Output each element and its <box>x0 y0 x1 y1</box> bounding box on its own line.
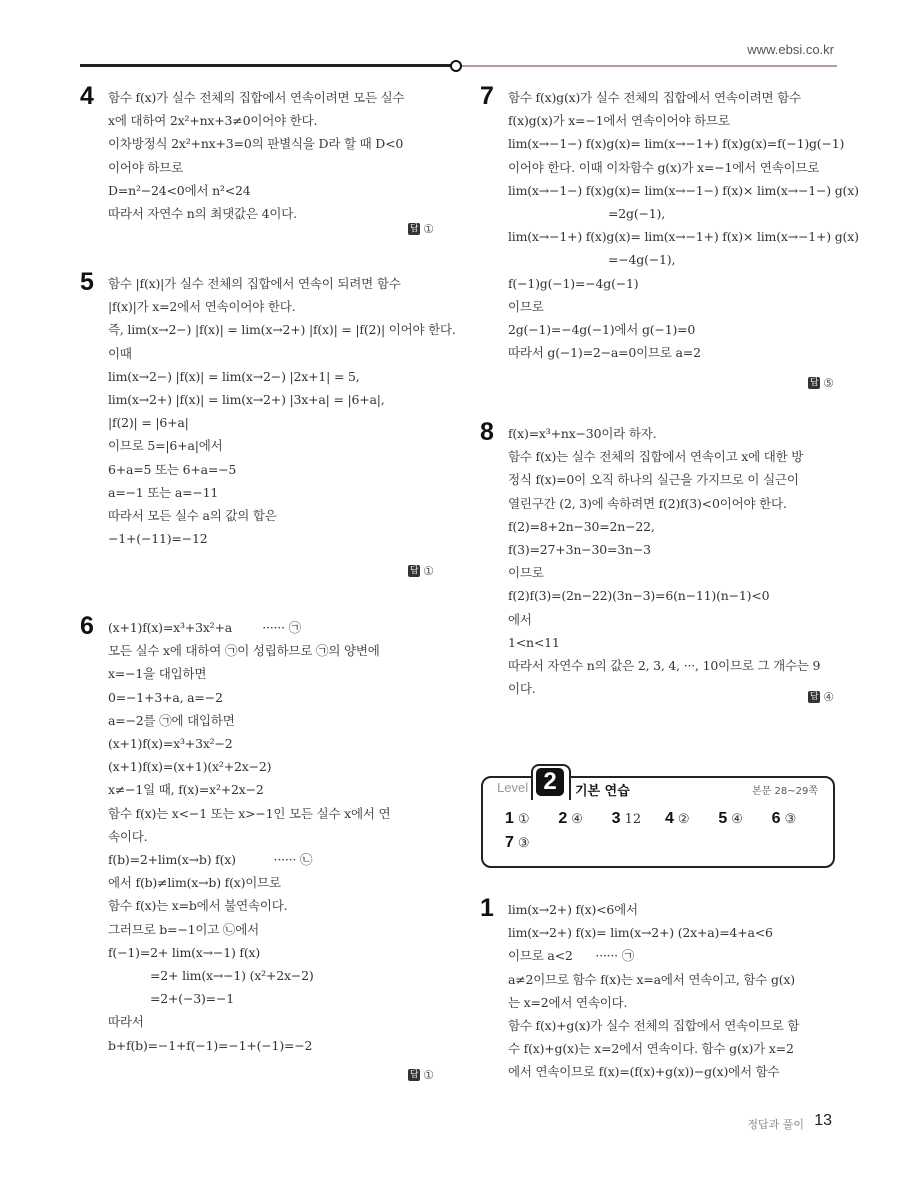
solution-line: 이차방정식 2x²+nx+3=0의 판별식을 D라 할 때 D<0 <box>108 136 404 152</box>
solution-line: f(−1)g(−1)=−4g(−1) <box>508 275 639 291</box>
answer-value: ④ <box>823 690 834 704</box>
problem-number: 1 <box>480 894 494 922</box>
solution-line: 함수 f(x)는 실수 전체의 집합에서 연속이고 x에 대한 방 <box>508 449 804 465</box>
solution-line: x=−1을 대입하면 <box>108 666 207 682</box>
solution-line: 함수 f(x)는 x=b에서 불연속이다. <box>108 898 288 914</box>
answer-badge <box>808 376 834 390</box>
quick-answer-value: ③ <box>784 812 797 827</box>
quick-answer-value: ① <box>517 812 530 827</box>
quick-answer-number: 5 <box>718 810 728 827</box>
header-rule-light <box>460 65 837 67</box>
page-number: 13 <box>814 1112 832 1129</box>
answer-badge <box>808 690 834 704</box>
quick-answer-item <box>665 810 718 828</box>
site-url[interactable]: www.ebsi.co.kr <box>747 42 834 57</box>
solution-line: 함수 f(x)g(x)가 실수 전체의 집합에서 연속이려면 함수 <box>508 90 801 105</box>
solution-line: 열린구간 (2, 3)에 속하려면 f(2)f(3)<0이어야 한다. <box>508 495 787 511</box>
solution-text <box>508 86 859 364</box>
solution-line: 에서 <box>508 611 532 627</box>
problem-4 <box>80 82 440 236</box>
answer-value: ① <box>423 222 434 236</box>
quick-answer-item <box>505 810 558 828</box>
answer-badge <box>408 564 434 578</box>
quick-answer-item <box>718 810 771 828</box>
quick-answer-value: ② <box>677 812 690 827</box>
header-rule-dark <box>80 64 455 67</box>
solution-line: (x+1)f(x)=(x+1)(x²+2x−2) <box>108 759 272 775</box>
footer-section-label: 정답과 풀이 <box>747 1118 804 1131</box>
solution-line: lim(x→−1−) f(x)g(x)= lim(x→−1−) f(x)× lim(x→−1−) g(x) <box>508 182 859 198</box>
solution-line: =2+ lim(x→−1) (x²+2x−2) <box>150 968 314 984</box>
quick-answer-number: 2 <box>558 810 568 827</box>
solution-line: 이어야 한다. 이때 이차함수 g(x)가 x=−1에서 연속이므로 <box>508 159 820 175</box>
quick-answer-item <box>505 834 558 852</box>
solution-line: 함수 f(x)+g(x)가 실수 전체의 집합에서 연속이므로 함 <box>508 1018 800 1034</box>
solution-line: lim(x→−1−) f(x)g(x)= lim(x→−1+) f(x)g(x)=f(−1)g(−1) <box>508 136 845 152</box>
problem-number: 5 <box>80 268 94 296</box>
solution-line: f(b)=2+lim(x→b) f(x) ······ ㉡ <box>108 852 313 868</box>
solution-line: 따라서 자연수 n의 값은 2, 3, 4, ···, 10이므로 그 개수는 9 <box>508 658 821 674</box>
quick-answer-value: ④ <box>731 812 743 827</box>
quick-answer-item <box>558 810 611 828</box>
answer-mark-icon: 답 <box>409 1070 419 1080</box>
answer-mark-icon: 답 <box>409 566 419 576</box>
solution-line: lim(x→2+) |f(x)| = lim(x→2+) |3x+a| = |6+a|, <box>108 392 385 408</box>
solution-line: 이어야 하므로 <box>108 159 184 175</box>
level-page-reference: 본문 28~29쪽 <box>752 786 818 797</box>
solution-text <box>108 272 456 550</box>
quick-answer-item <box>772 810 825 828</box>
solution-line: b+f(b)=−1+f(−1)=−1+(−1)=−2 <box>108 1037 313 1053</box>
solution-line: lim(x→2+) f(x)<6에서 <box>508 902 638 917</box>
solution-line: 2g(−1)=−4g(−1)에서 g(−1)=0 <box>508 322 696 338</box>
answer-value: ⑤ <box>823 376 834 390</box>
solution-text <box>508 422 840 700</box>
solution-line: 수 f(x)+g(x)는 x=2에서 연속이다. 함수 g(x)가 x=2 <box>508 1041 794 1057</box>
quick-answer-number: 1 <box>505 810 514 827</box>
solution-line: 이다. <box>508 681 536 697</box>
solution-line: 즉, lim(x→2−) |f(x)| = lim(x→2+) |f(x)| = |f(2)| 이어야 한다. <box>108 322 456 338</box>
solution-line: 따라서 <box>108 1014 144 1030</box>
problem-number: 8 <box>480 418 494 446</box>
problem-8 <box>480 418 840 704</box>
solution-line: x에 대하여 2x²+nx+3≠0이어야 한다. <box>108 113 318 129</box>
solution-line: −1+(−11)=−12 <box>108 531 208 547</box>
solution-line: 1<n<11 <box>508 634 560 650</box>
solution-line: 는 x=2에서 연속이다. <box>508 994 628 1010</box>
solution-line: 이므로 a<2 ······ ㉠ <box>508 948 635 964</box>
problem-number: 4 <box>80 82 94 110</box>
solution-line: |f(x)|가 x=2에서 연속이어야 한다. <box>108 299 296 315</box>
solution-line: (x+1)f(x)=x³+3x²+a ······ ㉠ <box>108 620 301 635</box>
solution-line: lim(x→2+) f(x)= lim(x→2+) (2x+a)=4+a<6 <box>508 925 773 941</box>
solution-line: =2g(−1), <box>608 206 665 222</box>
solution-line: 에서 f(b)≠lim(x→b) f(x)이므로 <box>108 875 281 891</box>
solution-line: 함수 f(x)가 실수 전체의 집합에서 연속이려면 모든 실수 <box>108 90 405 105</box>
quick-answer-value: 12 <box>624 812 642 827</box>
solution-line: D=n²−24<0에서 n²<24 <box>108 182 251 198</box>
level-label: Level <box>497 780 529 795</box>
solution-line: 함수 |f(x)|가 실수 전체의 집합에서 연속이 되려면 함수 <box>108 276 401 291</box>
solution-text <box>108 86 440 225</box>
solution-line: 그러므로 b=−1이고 ㉡에서 <box>108 921 259 937</box>
solution-line: f(2)f(3)=(2n−22)(3n−3)=6(n−11)(n−1)<0 <box>508 588 770 604</box>
answer-mark-icon: 답 <box>809 692 819 702</box>
quick-answer-number: 4 <box>664 810 674 827</box>
solution-line: 따라서 g(−1)=2−a=0이므로 a=2 <box>508 345 701 361</box>
solution-line: 이때 <box>108 345 132 361</box>
solution-line: |f(2)| = |6+a| <box>108 415 189 431</box>
solution-line: 모든 실수 x에 대하여 ㉠이 성립하므로 ㉠의 양변에 <box>108 643 380 659</box>
answer-value: ① <box>423 1068 434 1082</box>
answer-badge <box>408 222 434 236</box>
solution-line: (x+1)f(x)=x³+3x²−2 <box>108 736 233 752</box>
solution-line: 따라서 자연수 n의 최댓값은 4이다. <box>108 206 297 222</box>
level-number-badge: 2 <box>536 768 564 796</box>
solution-line: 이므로 <box>508 298 544 314</box>
quick-answer-item <box>612 810 665 828</box>
solution-line: 속이다. <box>108 828 148 844</box>
solution-line: =−4g(−1), <box>608 252 676 268</box>
answer-value: ① <box>423 564 434 578</box>
quick-answer-number: 6 <box>771 810 781 827</box>
solution-line: a=−2를 ㉠에 대입하면 <box>108 712 235 728</box>
header-rule-knob-icon <box>450 60 462 72</box>
solution-line: 에서 연속이므로 f(x)=(f(x)+g(x))−g(x)에서 함수 <box>508 1064 780 1080</box>
problem-number: 7 <box>480 82 494 110</box>
solution-line: lim(x→−1+) f(x)g(x)= lim(x→−1+) f(x)× lim(x→−1+) g(x) <box>508 229 859 245</box>
quick-answer-number: 7 <box>505 834 514 851</box>
solution-line: f(2)=8+2n−30=2n−22, <box>508 518 655 534</box>
solution-line: a≠2이므로 함수 f(x)는 x=a에서 연속이고, 함수 g(x) <box>508 971 795 987</box>
solution-line: a=−1 또는 a=−11 <box>108 484 219 500</box>
solution-line: f(3)=27+3n−30=3n−3 <box>508 542 651 558</box>
quick-answer-value: ③ <box>517 836 530 851</box>
answer-badge <box>408 1068 434 1082</box>
solution-text <box>508 898 840 1084</box>
quick-answer-number: 3 <box>611 810 621 827</box>
solution-line: 이므로 <box>508 565 544 581</box>
level-title: 기본 연습 <box>575 784 630 799</box>
solution-line: 6+a=5 또는 6+a=−5 <box>108 461 237 477</box>
problem-7 <box>480 82 859 390</box>
solution-line: f(x)=x³+nx−30이라 하자. <box>508 426 657 441</box>
level-problem-1 <box>480 894 840 1084</box>
solution-line: x≠−1일 때, f(x)=x²+2x−2 <box>108 782 264 798</box>
solution-line: f(x)g(x)가 x=−1에서 연속이어야 하므로 <box>508 113 730 129</box>
solution-line: lim(x→2−) |f(x)| = lim(x→2−) |2x+1| = 5, <box>108 368 360 384</box>
solution-line: f(−1)=2+ lim(x→−1) f(x) <box>108 944 261 960</box>
solution-line: 함수 f(x)는 x<−1 또는 x>−1인 모든 실수 x에서 연 <box>108 805 391 821</box>
solution-line: 따라서 모든 실수 a의 값의 합은 <box>108 508 277 524</box>
problem-number: 6 <box>80 612 94 640</box>
solution-text <box>108 616 440 1057</box>
quick-answer-grid <box>505 810 825 852</box>
problem-5 <box>80 268 456 578</box>
quick-answer-value: ④ <box>571 812 583 827</box>
problem-6 <box>80 612 440 1082</box>
solution-line: =2+(−3)=−1 <box>150 991 234 1007</box>
answer-mark-icon: 답 <box>809 378 819 388</box>
solution-line: 정식 f(x)=0이 오직 하나의 실근을 가지므로 이 실근이 <box>508 472 799 488</box>
solution-line: 이므로 5=|6+a|에서 <box>108 438 223 454</box>
solution-line: 0=−1+3+a, a=−2 <box>108 689 223 705</box>
answer-mark-icon: 답 <box>409 224 419 234</box>
